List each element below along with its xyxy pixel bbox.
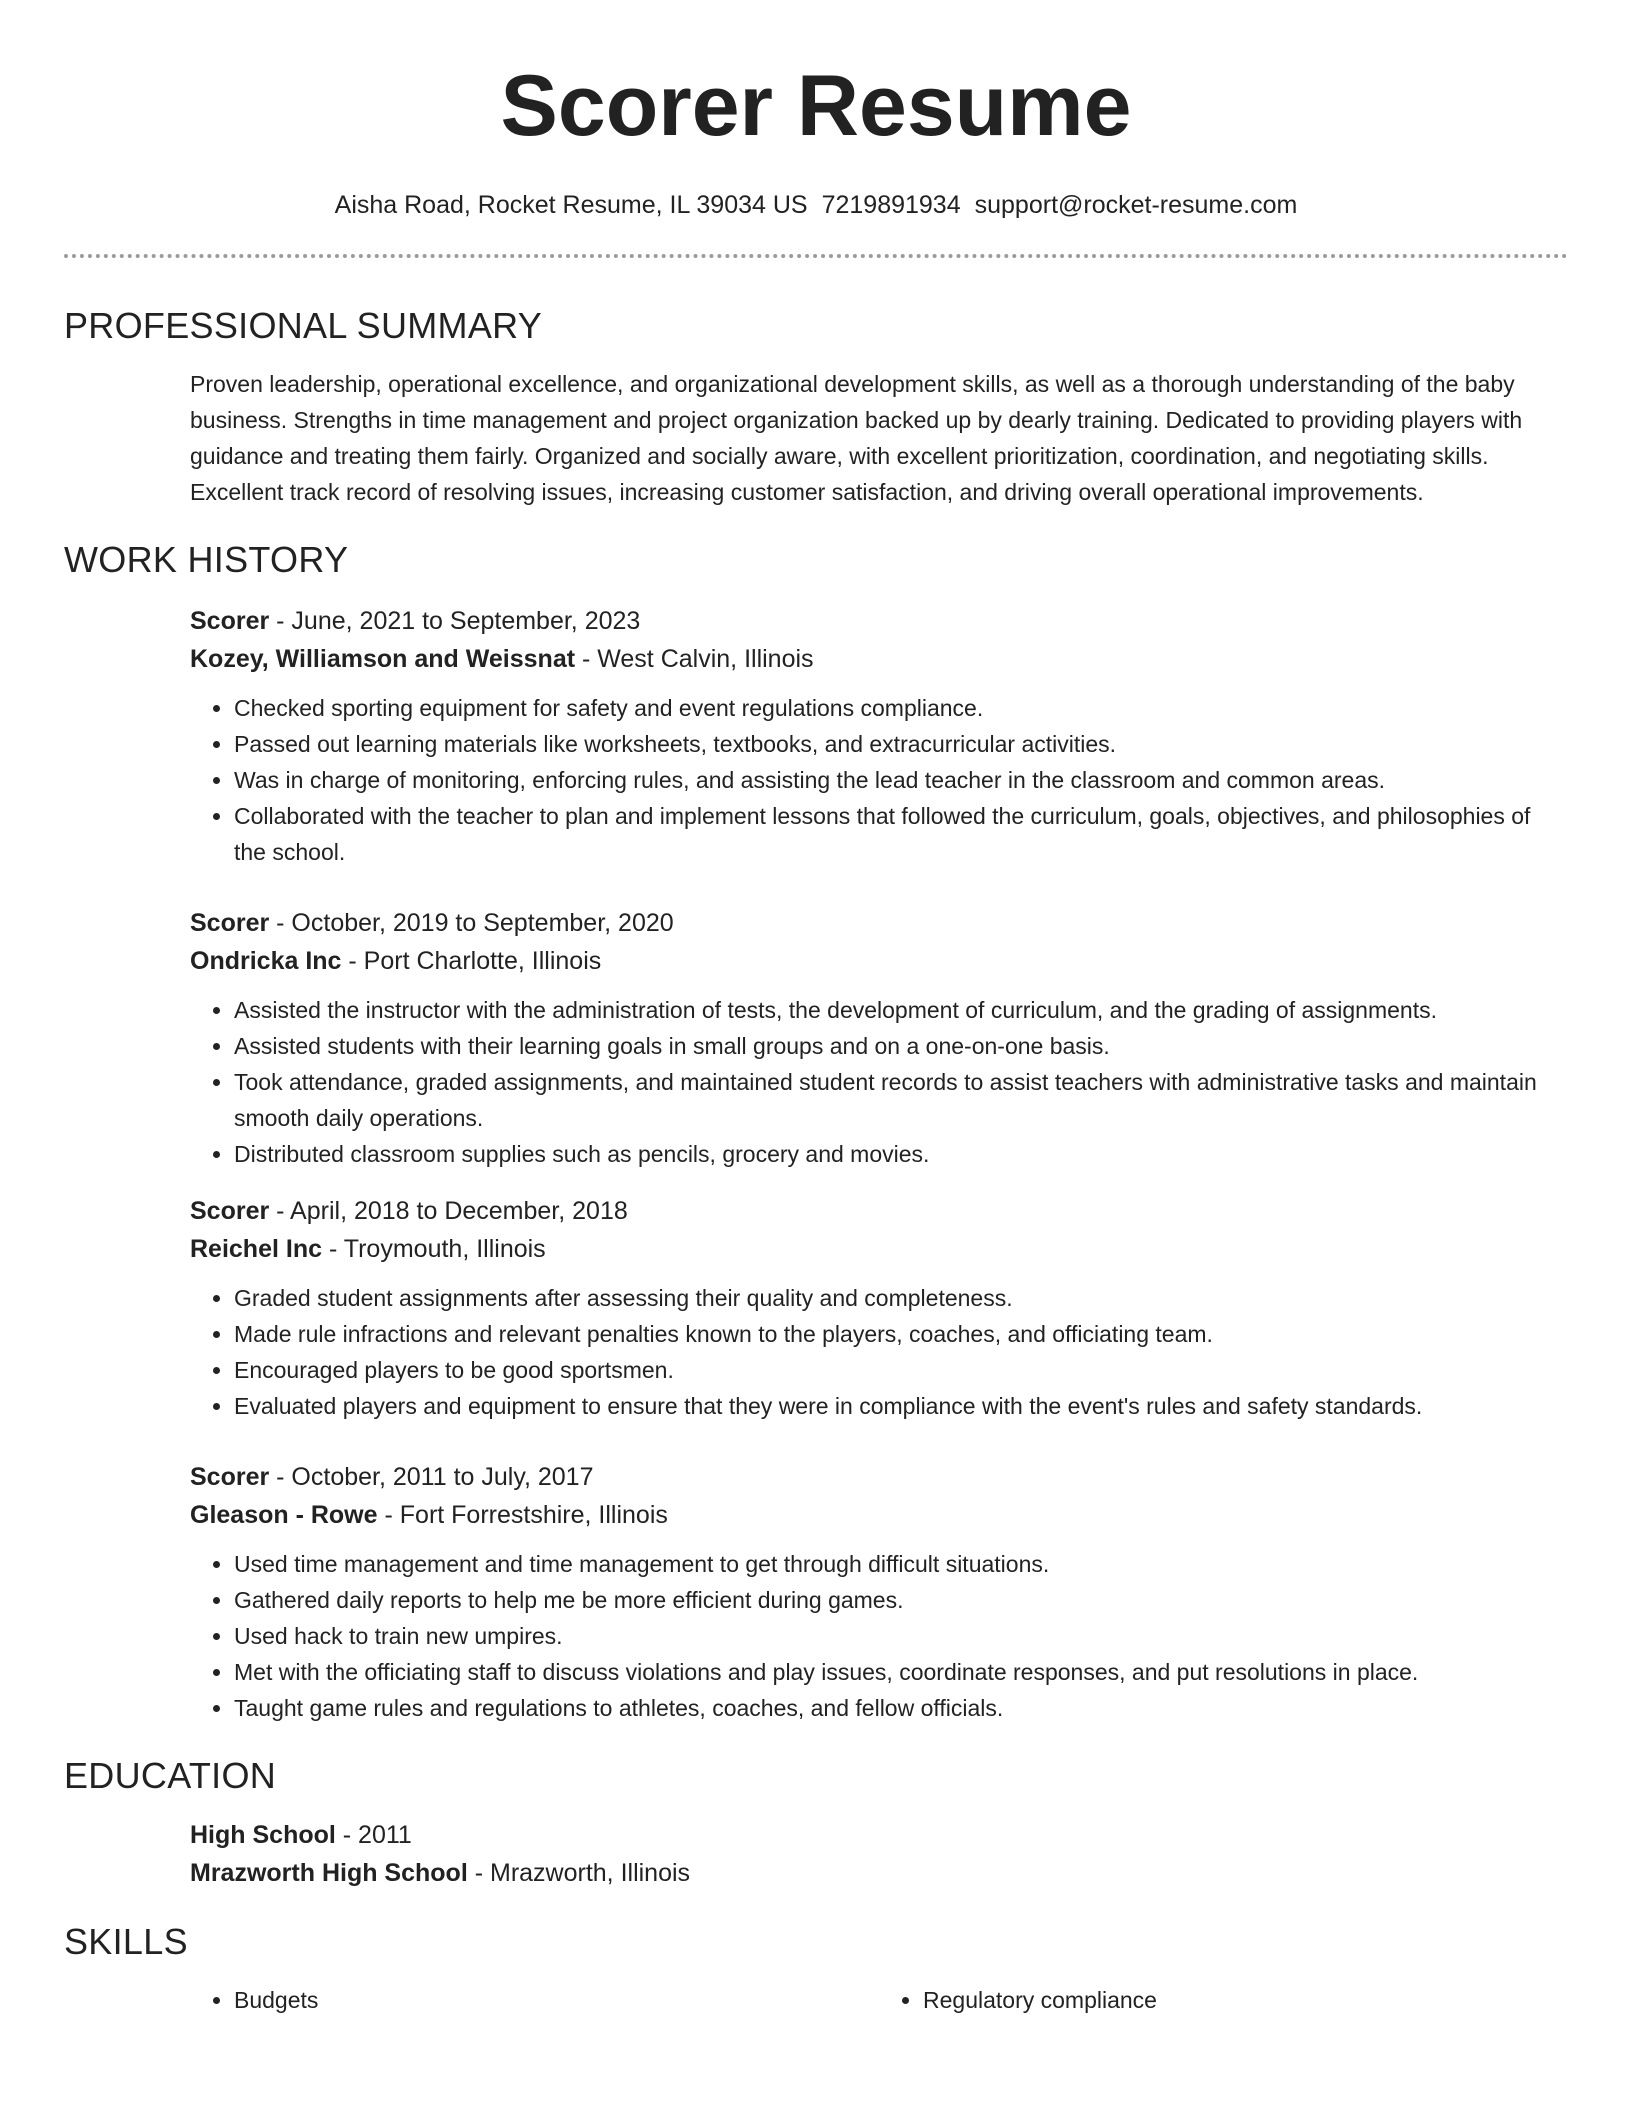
job-bullet: • Passed out learning materials like worksheets, textbooks, and extracurricular activities.	[234, 726, 1568, 762]
job-company-line	[190, 942, 1568, 980]
contact-email: support@rocket-resume.com	[974, 191, 1298, 219]
job-bullet: • Taught game rules and regulations to athletes, coaches, and fellow officials.	[234, 1690, 1568, 1726]
job-bullet: • Used hack to train new umpires.	[234, 1618, 1568, 1654]
job-bullet: • Was in charge of monitoring, enforcing rules, and assisting the lead teacher in the classroom and common areas.	[234, 762, 1568, 798]
education-section	[64, 1754, 1568, 1892]
job-bullets	[190, 1280, 1568, 1424]
header-divider	[64, 254, 1568, 258]
job-role-line	[190, 904, 1568, 942]
job-bullet: • Made rule infractions and relevant penalties known to the players, coaches, and officiating team.	[234, 1316, 1568, 1352]
job-bullet: • Assisted students with their learning goals in small groups and on a one-on-one basis.	[234, 1028, 1568, 1064]
skills-section	[64, 1920, 1568, 2018]
job-dates: - April, 2018 to December, 2018	[269, 1197, 628, 1225]
job-role-line	[190, 1458, 1568, 1496]
education-school-line	[190, 1854, 1568, 1892]
job-bullet: • Used time management and time management to get through difficult situations.	[234, 1546, 1568, 1582]
job-bullets	[190, 992, 1568, 1172]
job-bullet: • Encouraged players to be good sportsmen.	[234, 1352, 1568, 1388]
education-degree-line	[190, 1816, 1568, 1854]
job-bullet: • Took attendance, graded assignments, and maintained student records to assist teachers with administrative tasks and maintain smooth daily operations.	[234, 1064, 1568, 1136]
contact-line	[64, 190, 1568, 220]
education-location: - Mrazworth, Illinois	[467, 1859, 691, 1887]
summary-heading: PROFESSIONAL SUMMARY	[64, 305, 543, 346]
job-role-line	[190, 1192, 1568, 1230]
job-bullet: • Assisted the instructor with the administration of tests, the development of curriculum, and the grading of assignments.	[234, 992, 1568, 1028]
job-company: Reichel Inc	[190, 1235, 322, 1263]
contact-phone: 7219891934	[821, 191, 961, 219]
job-bullet: • Met with the officiating staff to discuss violations and play issues, coordinate responses, and put resolutions in place.	[234, 1654, 1568, 1690]
summary-section	[64, 304, 1568, 510]
job-bullet: • Checked sporting equipment for safety and event regulations compliance.	[234, 690, 1568, 726]
work-section	[64, 538, 1568, 1726]
job-company: Gleason - Rowe	[190, 1501, 378, 1529]
job-dates: - June, 2021 to September, 2023	[269, 607, 641, 635]
job-dates: - October, 2019 to September, 2020	[269, 909, 674, 937]
education-year: - 2011	[335, 1821, 412, 1849]
job-location: - Fort Forrestshire, Illinois	[377, 1501, 668, 1529]
job-bullet: • Collaborated with the teacher to plan and implement lessons that followed the curriculum, goals, objectives, and philosophies of the school.	[234, 798, 1568, 870]
skill-item: • Budgets	[234, 1982, 879, 2018]
job-entry	[190, 904, 1568, 1172]
job-bullets	[190, 1546, 1568, 1726]
contact-address: Aisha Road, Rocket Resume, IL 39034 US	[334, 191, 808, 219]
skills-list	[190, 1982, 1568, 2018]
job-dates: - October, 2011 to July, 2017	[269, 1463, 594, 1491]
job-company: Ondricka Inc	[190, 947, 342, 975]
job-bullets	[190, 690, 1568, 870]
resume-page	[64, 0, 1568, 2018]
summary-text: Proven leadership, operational excellence, and organizational development skills, as well as a thorough understanding of the baby business. Strengths in time management and project organization backed up by dearly training. Dedicated to providing players with guidance and treating them fairly. Organized and socially aware, with excellent prioritization, coordination, and negotiating skills. Excellent track record of resolving issues, increasing customer satisfaction, and driving overall operational improvements.	[190, 371, 1523, 505]
job-company: Kozey, Williamson and Weissnat	[190, 645, 576, 673]
job-role-line	[190, 602, 1568, 640]
job-location: - Troymouth, Illinois	[322, 1235, 546, 1263]
education-heading: EDUCATION	[64, 1755, 277, 1796]
job-role: Scorer	[190, 607, 270, 635]
job-role: Scorer	[190, 1197, 270, 1225]
job-entry	[190, 1192, 1568, 1424]
job-company-line	[190, 1496, 1568, 1534]
job-company-line	[190, 1230, 1568, 1268]
job-location: - Port Charlotte, Illinois	[341, 947, 602, 975]
skill-item: • Regulatory compliance	[923, 1982, 1568, 2018]
job-bullet: • Distributed classroom supplies such as pencils, grocery and movies.	[234, 1136, 1568, 1172]
job-entry	[190, 602, 1568, 870]
job-entry	[190, 1458, 1568, 1726]
work-heading: WORK HISTORY	[64, 539, 349, 580]
job-bullet: • Evaluated players and equipment to ensure that they were in compliance with the event's rules and safety standards.	[234, 1388, 1568, 1424]
skills-heading: SKILLS	[64, 1921, 188, 1962]
job-location: - West Calvin, Illinois	[575, 645, 814, 673]
job-company-line	[190, 640, 1568, 678]
job-role: Scorer	[190, 909, 270, 937]
education-school: Mrazworth High School	[190, 1859, 468, 1887]
job-bullet: • Graded student assignments after assessing their quality and completeness.	[234, 1280, 1568, 1316]
job-role: Scorer	[190, 1463, 270, 1491]
education-degree: High School	[190, 1821, 336, 1849]
resume-title: Scorer Resume	[500, 58, 1132, 154]
skills-column-left	[190, 1982, 879, 2018]
job-bullet: • Gathered daily reports to help me be more efficient during games.	[234, 1582, 1568, 1618]
skills-column-right	[879, 1982, 1568, 2018]
